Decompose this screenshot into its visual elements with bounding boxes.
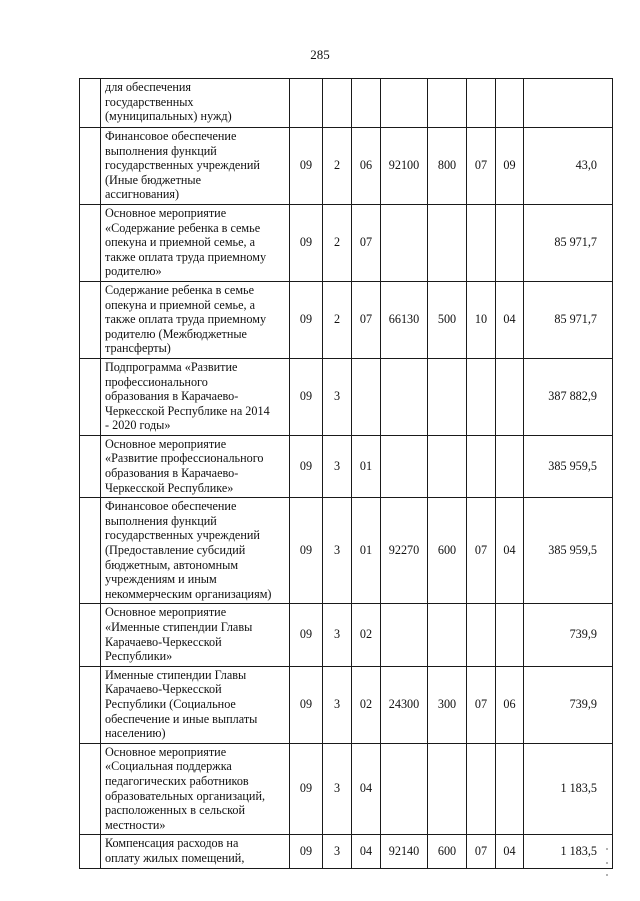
- amount-cell: 1 183,5: [524, 743, 613, 835]
- code-subsection-cell: 06: [496, 666, 524, 743]
- code-expense-type-cell: [428, 79, 467, 128]
- amount-cell: 85 971,7: [524, 204, 613, 281]
- item-name-cell: Финансовое обеспечение выполнения функций государственных учреждений (Иные бюджетные ассигнования): [101, 128, 290, 205]
- code-subprogram-cell: 3: [323, 835, 352, 868]
- code-section-cell: [467, 79, 496, 128]
- table-row: [80, 79, 613, 128]
- row-number-cell: [80, 128, 101, 205]
- item-name-cell: для обеспечения государственных (муниципальных) нужд): [101, 79, 290, 128]
- code-direction-cell: [381, 435, 428, 497]
- amount-cell: 739,9: [524, 666, 613, 743]
- amount-cell: [524, 79, 613, 128]
- table-row: [80, 128, 613, 205]
- code-section-cell: [467, 435, 496, 497]
- code-measure-cell: 06: [352, 128, 381, 205]
- code-program-cell: 09: [290, 358, 323, 435]
- table-row: [80, 743, 613, 835]
- code-program-cell: 09: [290, 128, 323, 205]
- budget-table: [79, 78, 613, 869]
- item-name-cell: Подпрограмма «Развитие профессионального образования в Карачаево- Черкесской Республике на 2014 - 2020 годы»: [101, 358, 290, 435]
- code-subsection-cell: [496, 204, 524, 281]
- row-number-cell: [80, 435, 101, 497]
- code-measure-cell: 07: [352, 204, 381, 281]
- code-measure-cell: 02: [352, 604, 381, 666]
- code-expense-type-cell: [428, 204, 467, 281]
- code-direction-cell: [381, 358, 428, 435]
- code-expense-type-cell: 600: [428, 835, 467, 868]
- row-number-cell: [80, 498, 101, 604]
- code-section-cell: 07: [467, 498, 496, 604]
- row-number-cell: [80, 604, 101, 666]
- amount-cell: 85 971,7: [524, 281, 613, 358]
- table-row: [80, 835, 613, 868]
- table-row: [80, 435, 613, 497]
- code-subsection-cell: 04: [496, 835, 524, 868]
- code-program-cell: 09: [290, 666, 323, 743]
- code-program-cell: [290, 79, 323, 128]
- amount-cell: 43,0: [524, 128, 613, 205]
- code-section-cell: [467, 358, 496, 435]
- code-program-cell: 09: [290, 498, 323, 604]
- item-name-cell: Основное мероприятие «Именные стипендии Главы Карачаево-Черкесской Республики»: [101, 604, 290, 666]
- item-name-cell: Содержание ребенка в семье опекуна и приемной семье, а также оплата труда приемному родителю (Межбюджетные трансферты): [101, 281, 290, 358]
- code-expense-type-cell: [428, 604, 467, 666]
- code-measure-cell: 02: [352, 666, 381, 743]
- code-section-cell: [467, 604, 496, 666]
- amount-cell: 387 882,9: [524, 358, 613, 435]
- row-number-cell: [80, 358, 101, 435]
- code-subprogram-cell: 3: [323, 743, 352, 835]
- table-row: [80, 498, 613, 604]
- code-program-cell: 09: [290, 435, 323, 497]
- scan-speck: [606, 874, 608, 876]
- code-measure-cell: 01: [352, 498, 381, 604]
- code-direction-cell: 66130: [381, 281, 428, 358]
- table-row: [80, 358, 613, 435]
- table-row: [80, 604, 613, 666]
- code-program-cell: 09: [290, 835, 323, 868]
- table-row: [80, 281, 613, 358]
- code-subsection-cell: [496, 604, 524, 666]
- code-section-cell: 07: [467, 835, 496, 868]
- row-number-cell: [80, 666, 101, 743]
- code-subprogram-cell: 2: [323, 204, 352, 281]
- code-expense-type-cell: 600: [428, 498, 467, 604]
- table-row: [80, 666, 613, 743]
- code-subprogram-cell: 2: [323, 128, 352, 205]
- code-subprogram-cell: 2: [323, 281, 352, 358]
- code-subprogram-cell: 3: [323, 604, 352, 666]
- code-program-cell: 09: [290, 743, 323, 835]
- code-subsection-cell: [496, 435, 524, 497]
- code-subsection-cell: [496, 743, 524, 835]
- code-program-cell: 09: [290, 604, 323, 666]
- code-measure-cell: [352, 79, 381, 128]
- code-direction-cell: [381, 204, 428, 281]
- item-name-cell: Основное мероприятие «Содержание ребенка в семье опекуна и приемной семье, а также оплата труда приемному родителю»: [101, 204, 290, 281]
- row-number-cell: [80, 743, 101, 835]
- code-expense-type-cell: [428, 435, 467, 497]
- code-subprogram-cell: [323, 79, 352, 128]
- amount-cell: 739,9: [524, 604, 613, 666]
- row-number-cell: [80, 79, 101, 128]
- code-direction-cell: 24300: [381, 666, 428, 743]
- code-subsection-cell: 04: [496, 281, 524, 358]
- code-section-cell: 07: [467, 666, 496, 743]
- amount-cell: 385 959,5: [524, 498, 613, 604]
- code-subprogram-cell: 3: [323, 358, 352, 435]
- code-measure-cell: 01: [352, 435, 381, 497]
- code-measure-cell: 07: [352, 281, 381, 358]
- amount-cell: 1 183,5: [524, 835, 613, 868]
- code-program-cell: 09: [290, 204, 323, 281]
- row-number-cell: [80, 835, 101, 868]
- code-direction-cell: 92270: [381, 498, 428, 604]
- code-subsection-cell: 04: [496, 498, 524, 604]
- code-expense-type-cell: 800: [428, 128, 467, 205]
- code-measure-cell: [352, 358, 381, 435]
- amount-cell: 385 959,5: [524, 435, 613, 497]
- item-name-cell: Именные стипендии Главы Карачаево-Черкесской Республики (Социальное обеспечение и иные выплаты населению): [101, 666, 290, 743]
- item-name-cell: Финансовое обеспечение выполнения функций государственных учреждений (Предоставление субсидий бюджетным, автономным учреждениям и иным некоммерческим организациям): [101, 498, 290, 604]
- code-subprogram-cell: 3: [323, 435, 352, 497]
- code-subprogram-cell: 3: [323, 498, 352, 604]
- code-direction-cell: [381, 79, 428, 128]
- code-expense-type-cell: 300: [428, 666, 467, 743]
- table-row: [80, 204, 613, 281]
- code-subsection-cell: 09: [496, 128, 524, 205]
- code-section-cell: [467, 743, 496, 835]
- code-expense-type-cell: [428, 358, 467, 435]
- row-number-cell: [80, 204, 101, 281]
- code-subsection-cell: [496, 79, 524, 128]
- scan-speck: [606, 848, 608, 850]
- code-direction-cell: [381, 604, 428, 666]
- code-direction-cell: 92140: [381, 835, 428, 868]
- item-name-cell: Основное мероприятие «Развитие профессионального образования в Карачаево- Черкесской Республике»: [101, 435, 290, 497]
- code-direction-cell: 92100: [381, 128, 428, 205]
- code-subprogram-cell: 3: [323, 666, 352, 743]
- code-section-cell: 10: [467, 281, 496, 358]
- code-measure-cell: 04: [352, 743, 381, 835]
- code-program-cell: 09: [290, 281, 323, 358]
- code-direction-cell: [381, 743, 428, 835]
- item-name-cell: Компенсация расходов на оплату жилых помещений,: [101, 835, 290, 868]
- code-section-cell: [467, 204, 496, 281]
- row-number-cell: [80, 281, 101, 358]
- code-subsection-cell: [496, 358, 524, 435]
- code-expense-type-cell: 500: [428, 281, 467, 358]
- code-expense-type-cell: [428, 743, 467, 835]
- page-number: 285: [310, 47, 330, 62]
- scan-speck: [606, 862, 608, 864]
- code-section-cell: 07: [467, 128, 496, 205]
- code-measure-cell: 04: [352, 835, 381, 868]
- item-name-cell: Основное мероприятие «Социальная поддержка педагогических работников образовательных организаций, расположенных в сельской местности»: [101, 743, 290, 835]
